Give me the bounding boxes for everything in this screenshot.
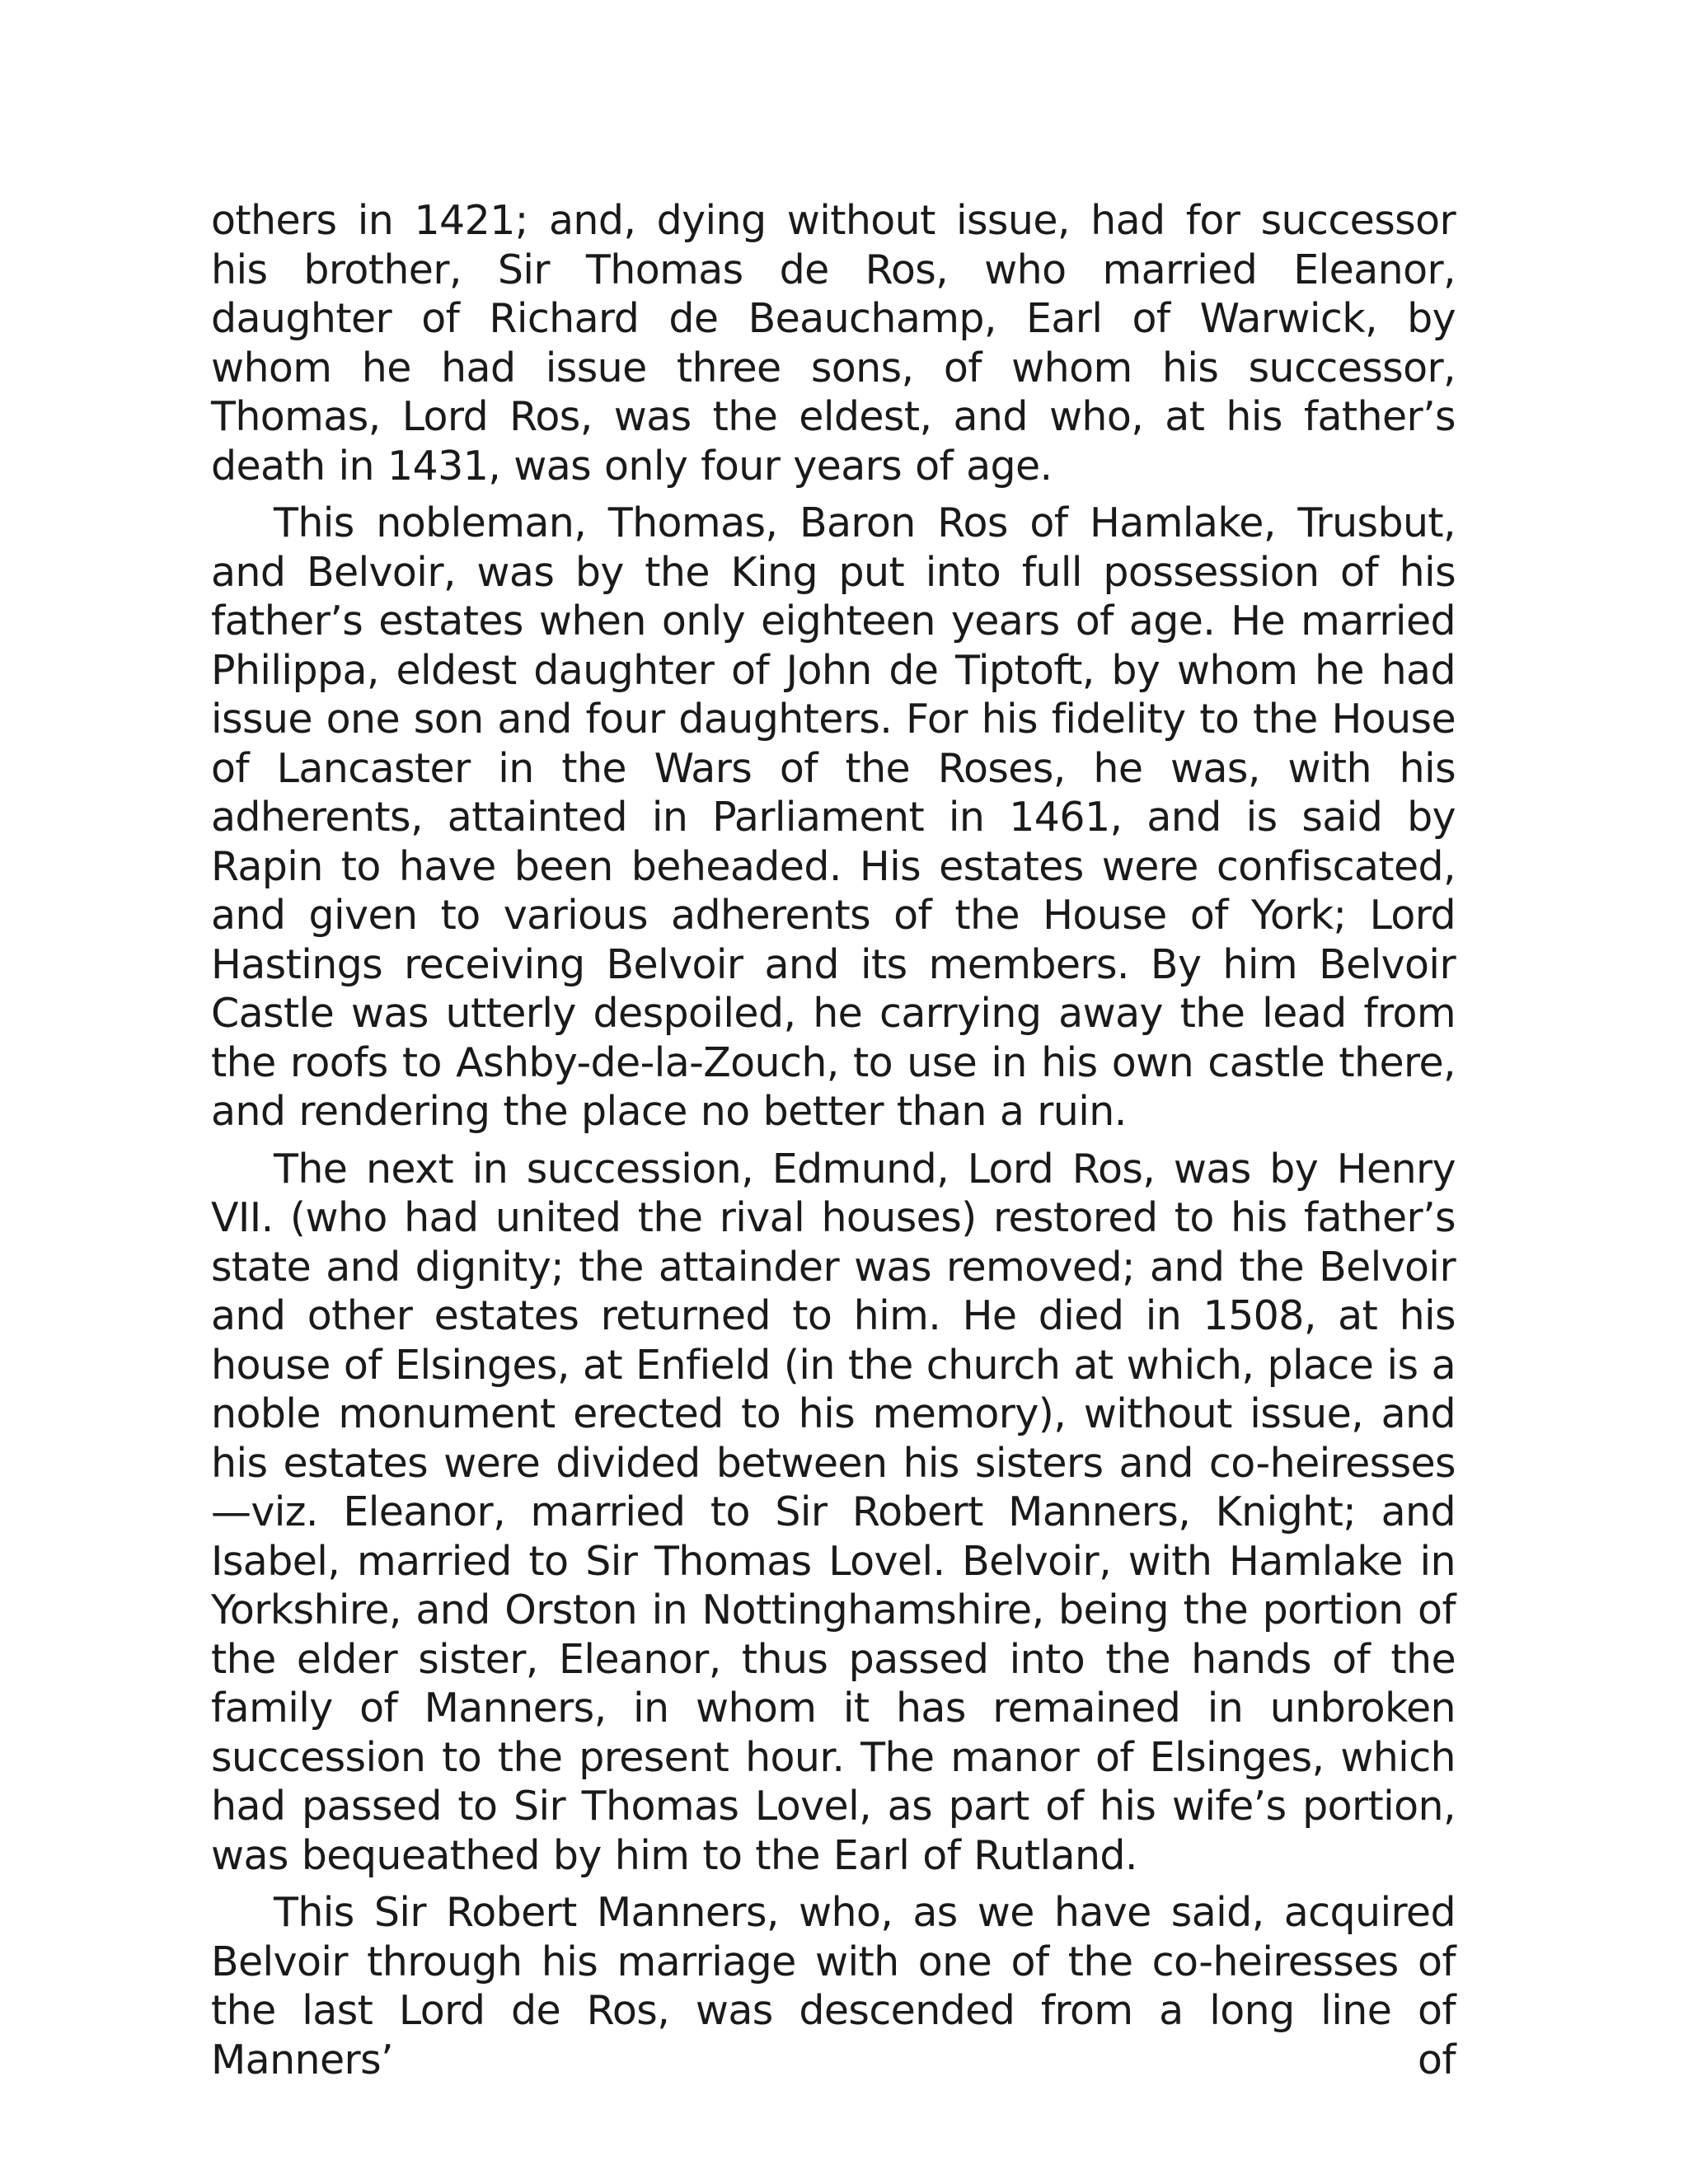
- paragraph-2: This nobleman, Thomas, Baron Ros of Hamlake, Trusbut, and Belvoir, was by the King put into full possession of his father’s estates when only eighteen years of age. He married Philippa, eldest daughter of John de Tiptoft, by whom he had issue one son and four daughters. For his fidelity to the House of Lancaster in the Wars of the Roses, he was, with his adherents, attainted in Parliament in 1461, and is said by Rapin to have been beheaded. His estates were confiscated, and given to various adherents of the House of York; Lord Hastings receiving Belvoir and its members. By him Belvoir Castle was utterly despoiled, he carrying away the lead from the roofs to Ashby-de-la-Zouch, to use in his own castle there, and rendering the place no better than a ruin.: [211, 499, 1456, 1135]
- paragraph-1: others in 1421; and, dying without issue, had for successor his brother, Sir Thomas de Ros, who married Eleanor, daughter of Richard de Beauchamp, Earl of Warwick, by whom he had issue three sons, of whom his successor, Thomas, Lord Ros, was the eldest, and who, at his father’s death in 1431, was only four years of age.: [211, 197, 1456, 490]
- paragraph-3: The next in succession, Edmund, Lord Ros, was by Henry VII. (who had united the rival houses) restored to his father’s state and dignity; the attainder was removed; and the Belvoir and other estates returned to him. He died in 1508, at his house of Elsinges, at Enfield (in the church at which, place is a noble monument erected to his memory), without issue, and his estates were divided between his sisters and co-heiresses—viz. Eleanor, married to Sir Robert Manners, Knight; and Isabel, married to Sir Thomas Lovel. Belvoir, with Hamlake in Yorkshire, and Orston in Nottinghamshire, being the portion of the elder sister, Eleanor, thus passed into the hands of the family of Manners, in whom it has remained in unbroken succession to the present hour. The manor of Elsinges, which had passed to Sir Thomas Lovel, as part of his wife’s portion, was bequeathed by him to the Earl of Rutland.: [211, 1145, 1456, 1879]
- paragraph-4: This Sir Robert Manners, who, as we have said, acquired Belvoir through his marriage with one of the co-heiresses of the last Lord de Ros, was descended from a long line of Manners’ of: [211, 1889, 1456, 2083]
- page-body: [211, 196, 1456, 2084]
